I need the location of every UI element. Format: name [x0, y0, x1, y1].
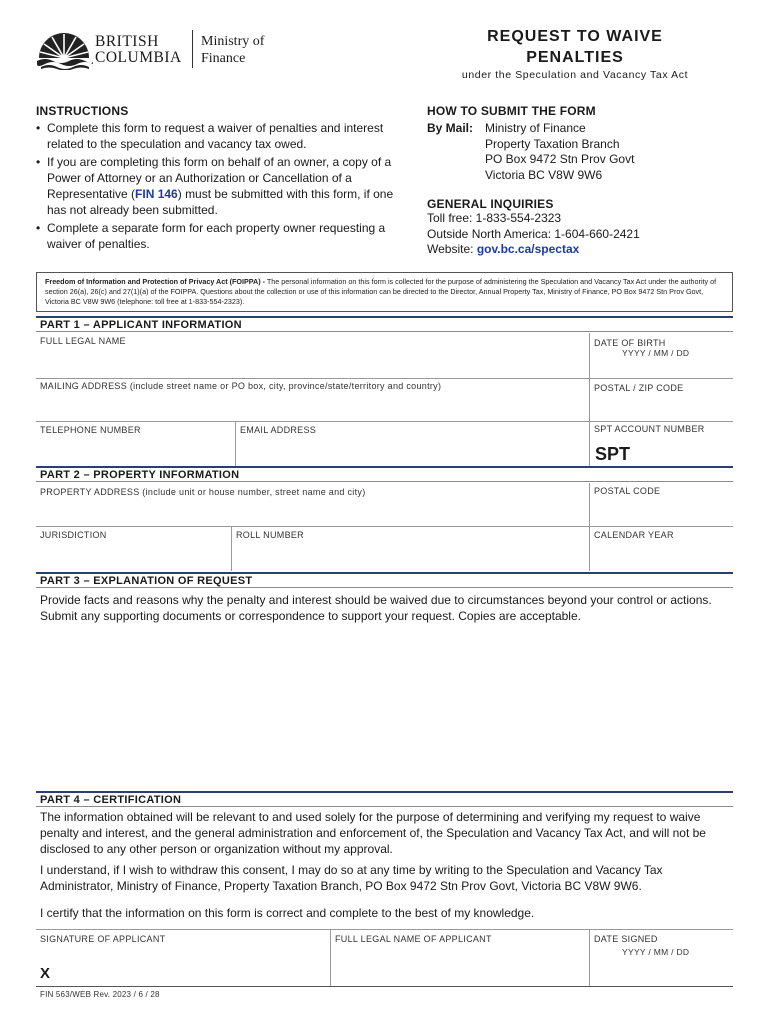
divider — [589, 483, 590, 526]
postal-zip-field[interactable] — [594, 396, 732, 420]
part3-line2: Submit any supporting documents or correspondence to support your request. Copies are acceptable. — [40, 609, 581, 623]
foippa-title: Freedom of Information and Protection of Privacy Act (FOIPPA) - — [45, 277, 266, 286]
part3-line1: Provide facts and reasons why the penalty and interest should be waived due to circumstances beyond your control or actions. — [40, 593, 712, 607]
dob-field[interactable] — [594, 360, 732, 378]
calendar-year-field[interactable] — [594, 543, 732, 569]
divider — [589, 929, 590, 986]
dob-format: YYYY / MM / DD — [622, 348, 690, 358]
email-field[interactable] — [240, 438, 585, 464]
instruction-item: • Complete a separate form for each property owner requesting a waiver of penalties. — [36, 220, 396, 252]
form-number: FIN 563/WEB Rev. 2023 / 6 / 28 — [40, 990, 160, 999]
signature-x-mark: X — [40, 965, 51, 982]
date-signed-format: YYYY / MM / DD — [622, 947, 690, 957]
spt-prefix: SPT — [595, 444, 631, 464]
instruction-text-tail: ) must be submitted with this form, if one has not already been submitted. — [47, 187, 394, 217]
submit-section — [427, 104, 747, 258]
part4-heading: PART 4 – CERTIFICATION — [36, 791, 733, 807]
divider — [589, 526, 590, 571]
jurisdiction-field[interactable] — [40, 543, 225, 569]
address-line: Property Taxation Branch — [485, 136, 620, 151]
form-title-line2: PENALTIES — [526, 49, 624, 66]
inquiries-heading: GENERAL INQUIRIES — [427, 197, 554, 211]
certification-para3: I certify that the information on this form is correct and complete to the best of my knowledge. — [40, 906, 535, 920]
part2-heading: PART 2 – PROPERTY INFORMATION — [36, 466, 733, 482]
divider — [589, 378, 590, 422]
form-subtitle: under the Speculation and Vacancy Tax Act — [461, 69, 689, 81]
ministry-line2: Finance — [201, 51, 246, 66]
divider — [589, 333, 590, 379]
applicant-name-field[interactable] — [335, 948, 585, 984]
submit-heading: HOW TO SUBMIT THE FORM — [427, 104, 596, 118]
row-divider — [36, 526, 733, 527]
divider — [589, 421, 590, 466]
applicant-name-label: FULL LEGAL NAME OF APPLICANT — [335, 934, 492, 944]
part1-heading: PART 1 – APPLICANT INFORMATION — [36, 316, 733, 332]
instruction-item: • Complete this form to request a waiver of penalties and interest related to the speculation and vacancy tax owed. — [36, 120, 396, 152]
mailing-address-field[interactable] — [40, 394, 585, 420]
certification-para2: I understand, if I wish to withdraw this consent, I may do so at any time by writing to the Speculation and Vacancy Tax Administrator, Ministry of Finance, Property Taxation Branch, PO Box 9472 Stn Prov Govt, Victoria BC V8W 9W6. — [40, 863, 663, 893]
postal-code-field[interactable] — [594, 500, 732, 524]
bc-logo — [35, 28, 275, 72]
address-line: Ministry of Finance — [485, 121, 586, 135]
form-title-line1: REQUEST TO WAIVE — [487, 28, 663, 45]
website-label: Website: — [427, 242, 477, 256]
telephone-label: TELEPHONE NUMBER — [40, 425, 141, 435]
divider — [330, 929, 331, 986]
toll-free: Toll free: 1-833-554-2323 — [427, 211, 562, 225]
divider — [235, 421, 236, 466]
instruction-item — [36, 154, 396, 218]
address-line: PO Box 9472 Stn Prov Govt — [485, 152, 635, 166]
row-divider — [36, 421, 733, 422]
address-line: Victoria BC V8W 9W6 — [485, 167, 603, 182]
fin-146-link[interactable]: FIN 146 — [135, 187, 178, 201]
bottom-border — [36, 986, 733, 987]
postal-zip-label: POSTAL / ZIP CODE — [594, 383, 684, 393]
instructions-heading: INSTRUCTIONS — [36, 104, 129, 118]
spt-account-field[interactable] — [632, 444, 732, 464]
by-mail-label: By Mail: — [427, 121, 474, 135]
postal-code-label: POSTAL CODE — [594, 486, 661, 496]
roll-number-label: ROLL NUMBER — [236, 530, 304, 540]
property-address-field[interactable] — [40, 500, 585, 524]
instructions-section — [36, 104, 396, 254]
form-title — [415, 26, 735, 68]
instruction-text: If you are completing this form on behalf of an owner, a copy of a Power of Attorney or an Authorization or Cancellation of a Representative ( — [47, 155, 392, 201]
ministry-line1: Ministry of — [201, 34, 265, 49]
calendar-year-label: CALENDAR YEAR — [594, 530, 674, 540]
divider — [231, 526, 232, 571]
outside-na-phone: Outside North America: 1-604-660-2421 — [427, 226, 640, 241]
date-signed-field[interactable] — [594, 960, 732, 984]
row-divider — [36, 929, 733, 930]
property-address-label: PROPERTY ADDRESS (include unit or house number, street name and city) — [40, 487, 366, 497]
website-link[interactable]: gov.bc.ca/spectax — [476, 242, 580, 256]
sun-logo-icon — [35, 28, 93, 70]
explanation-textarea[interactable] — [40, 628, 733, 788]
logo-columbia: COLUMBIA — [95, 49, 182, 66]
signature-field[interactable] — [55, 948, 325, 984]
full-legal-name-field[interactable] — [40, 348, 585, 376]
mail-address — [485, 121, 634, 183]
jurisdiction-label: JURISDICTION — [40, 530, 107, 540]
telephone-field[interactable] — [40, 438, 230, 464]
part3-instructions — [40, 592, 735, 624]
part3-heading: PART 3 – EXPLANATION OF REQUEST — [36, 572, 733, 588]
website-line — [427, 242, 747, 258]
date-signed-label: DATE SIGNED — [594, 934, 658, 944]
email-label: EMAIL ADDRESS — [240, 425, 317, 435]
logo-british: BRITISH — [95, 33, 159, 50]
foippa-text: The personal information on this form is collected for the purpose of administering the Speculation and Vacancy Tax Act under the authority of section 26(a), 26(c) and 27(1)(a) of the FOIPPA. Questions about the collection or use of this information can be directed to the Director, Annual Property Tax, Ministry of Finance, PO Box 9472 Stn Prov Govt, Victoria BC V8W 9W6 (telephone: toll free at 1-833-554-2323). — [45, 277, 717, 306]
signature-label: SIGNATURE OF APPLICANT — [40, 934, 166, 944]
foippa-notice — [36, 272, 733, 312]
row-divider — [36, 378, 733, 379]
logo-divider — [192, 30, 193, 68]
dob-label: DATE OF BIRTH — [594, 338, 666, 348]
certification-para1: The information obtained will be relevant to and used solely for the purpose of determining and verifying my request to waive penalty and interest, and the general administration and enforcement of, the Speculation and Vacancy Tax Act, and will not be disclosed to any other person or organization without my approval. — [40, 810, 706, 856]
mailing-address-label: MAILING ADDRESS (include street name or PO box, city, province/state/territory and country) — [40, 381, 442, 391]
roll-number-field[interactable] — [236, 543, 585, 569]
spt-account-label: SPT ACCOUNT NUMBER — [594, 424, 705, 434]
full-legal-name-label: FULL LEGAL NAME — [40, 336, 126, 346]
